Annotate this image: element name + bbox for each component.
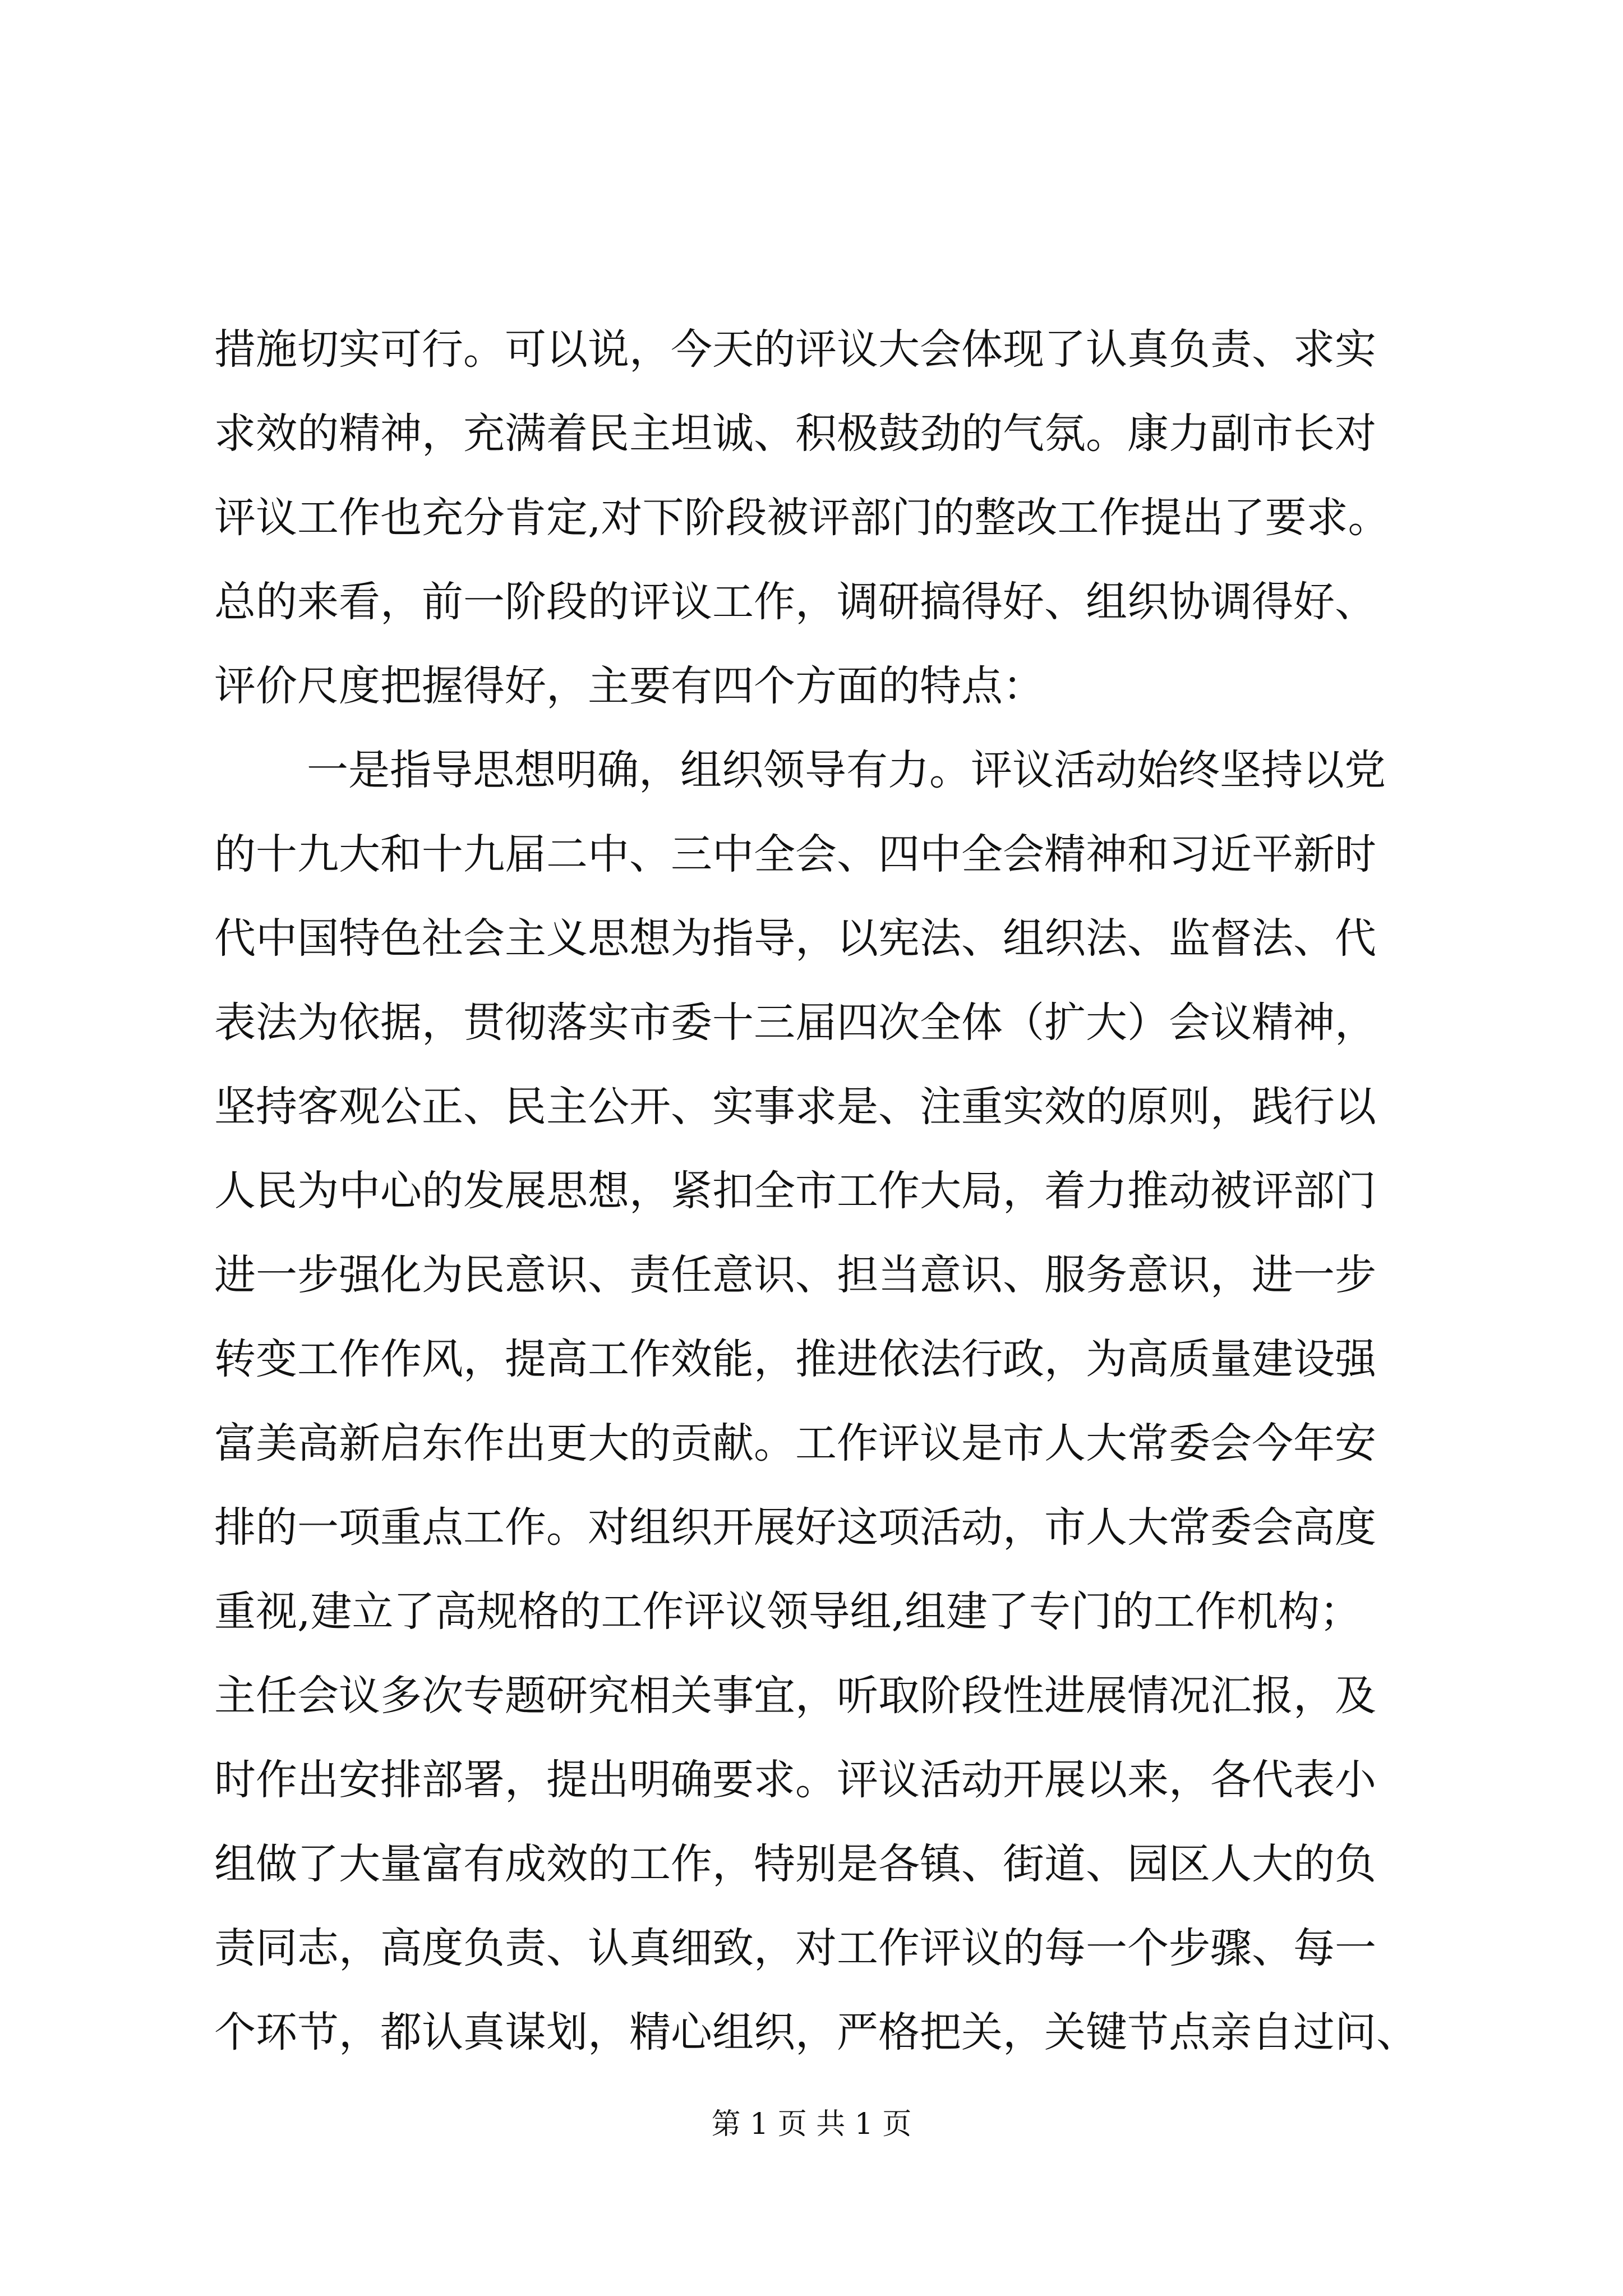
text-line: 措施切实可行。可以说，今天的评议大会体现了认真负责、求实 <box>214 325 1376 374</box>
text-line: 转变工作作风，提高工作效能，推进依法行政，为高质量建设强 <box>214 1335 1376 1383</box>
page-number-label: 第 1 页 共 1 页 <box>711 2108 912 2141</box>
text-line: 主任会议多次专题研究相关事宜，听取阶段性进展情况汇报，及 <box>214 1672 1376 1720</box>
text-line: 责同志，高度负责、认真细致，对工作评议的每一个步骤、每一 <box>214 1924 1376 1972</box>
text-line: 人民为中心的发展思想，紧扣全市工作大局，着力推动被评部门 <box>214 1167 1376 1215</box>
text-line: 时作出安排部署，提出明确要求。评议活动开展以来，各代表小 <box>214 1756 1376 1804</box>
text-line: 评价尺度把握得好，主要有四个方面的特点： <box>214 662 1044 710</box>
text-line: 排的一项重点工作。对组织开展好这项活动，市人大常委会高度 <box>214 1503 1376 1552</box>
text-line: 的十九大和十九届二中、三中全会、四中全会精神和习近平新时 <box>214 830 1376 878</box>
text-line: 评议工作也充分肯定,对下阶段被评部门的整改工作提出了要求。 <box>214 494 1390 542</box>
page-footer <box>0 2105 1623 2144</box>
text-line: 组做了大量富有成效的工作，特别是各镇、街道、园区人大的负 <box>214 1840 1376 1888</box>
text-line: 进一步强化为民意识、责任意识、担当意识、服务意识，进一步 <box>214 1251 1376 1299</box>
text-line: 总的来看，前一阶段的评议工作，调研搞得好、组织协调得好、 <box>214 578 1376 626</box>
text-line: 坚持客观公正、民主公开、实事求是、注重实效的原则，践行以 <box>214 1083 1376 1131</box>
text-line: 富美高新启东作出更大的贡献。工作评议是市人大常委会今年安 <box>214 1419 1376 1467</box>
paragraph-first-line: 一是指导思想明确，组织领导有力。评议活动始终坚持以党 <box>307 746 1386 794</box>
text-line: 代中国特色社会主义思想为指导，以宪法、组织法、监督法、代 <box>214 914 1376 963</box>
document-body <box>214 307 1437 2074</box>
text-line: 求效的精神，充满着民主坦诚、积极鼓劲的气氛。康力副市长对 <box>214 409 1376 458</box>
text-line: 重视,建立了高规格的工作评议领导组,组建了专门的工作机构； <box>214 1588 1362 1636</box>
text-line: 个环节，都认真谋划，精心组织，严格把关，关键节点亲自过问、 <box>214 2008 1418 2056</box>
text-line: 表法为依据，贯彻落实市委十三届四次全体（扩大）会议精神， <box>214 999 1376 1047</box>
